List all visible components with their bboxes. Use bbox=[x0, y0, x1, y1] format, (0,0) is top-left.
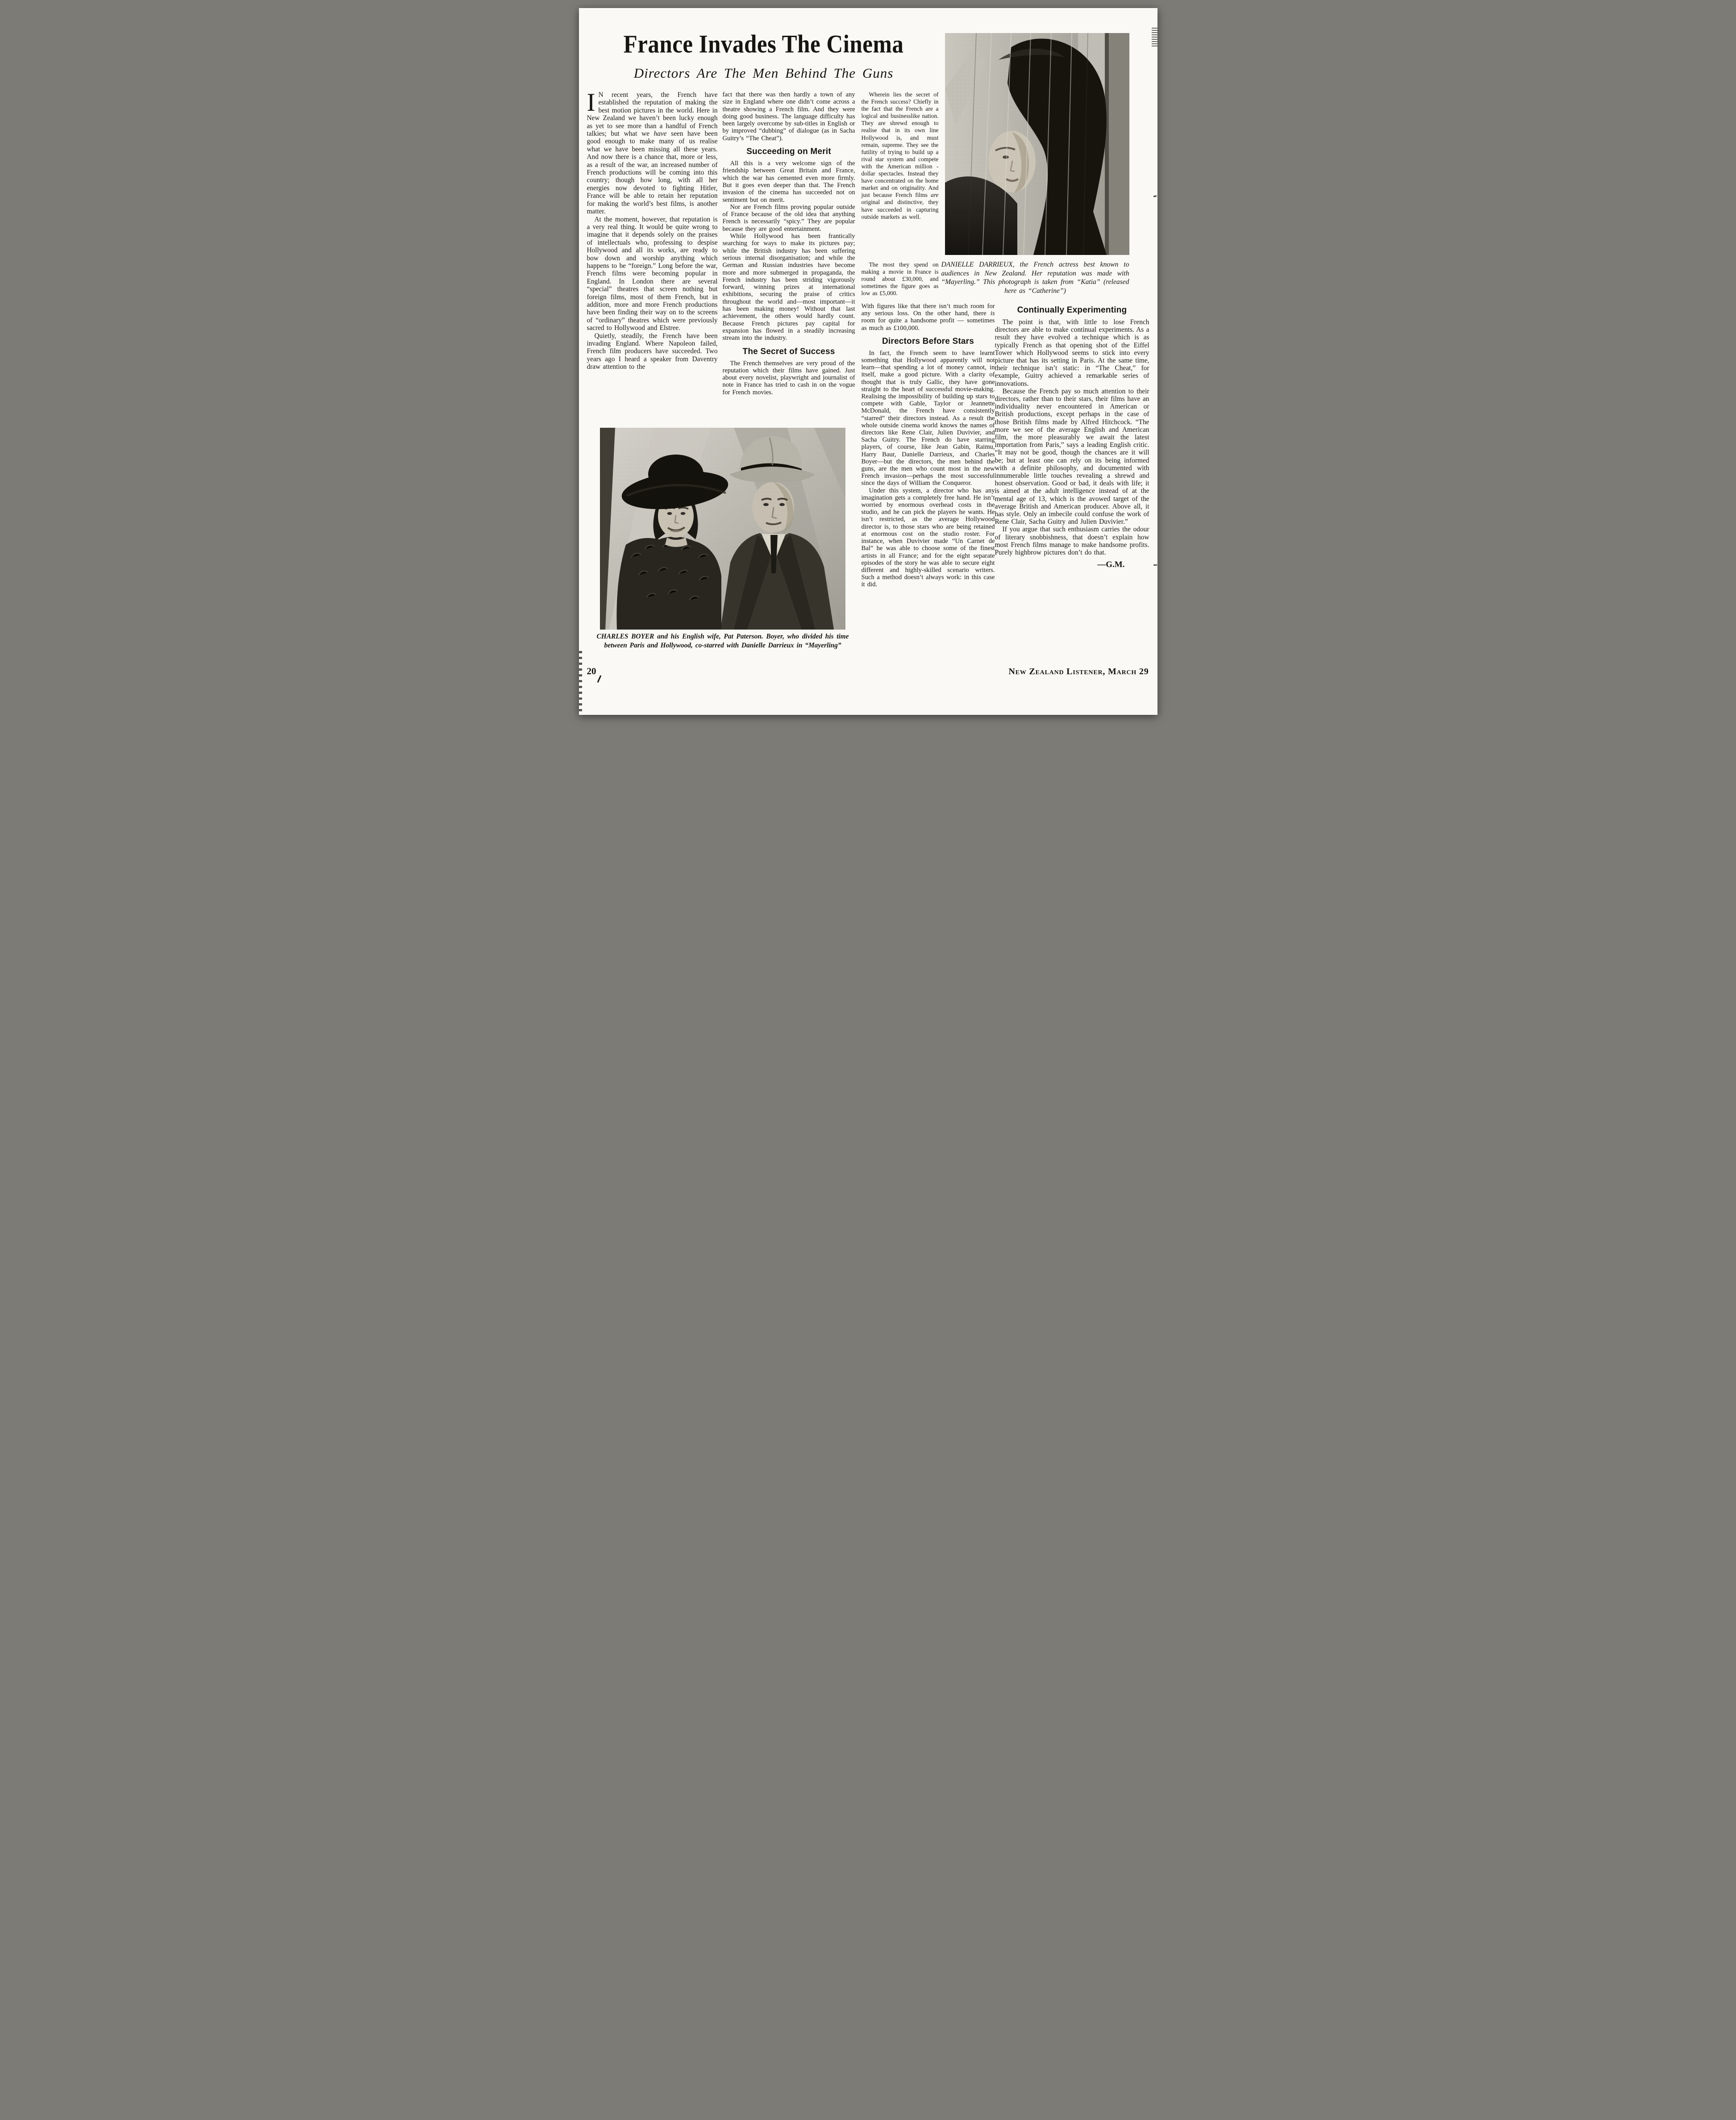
column-4 bbox=[995, 300, 1149, 569]
section-heading-directors-before-stars: Directors Before Stars bbox=[882, 336, 974, 346]
section-heading-continually-experimenting: Continually Experimenting bbox=[1017, 305, 1127, 315]
boyer-photo-illustration bbox=[600, 428, 845, 630]
danielle-photo-caption: DANIELLE DARRIEUX, the French actress best known to audiences in New Zealand. Her reputation was made with “Mayerling.” This photograph is taken from “Katia” (released here as “Catherine”) bbox=[941, 261, 1129, 295]
article-subtitle: Directors Are The Men Behind The Guns bbox=[633, 65, 894, 81]
column-1 bbox=[587, 88, 718, 371]
column-3-wide bbox=[862, 303, 995, 588]
danielle-photo-illustration bbox=[945, 33, 1129, 255]
section-heading-succeeding-on-merit: Succeeding on Merit bbox=[746, 147, 831, 157]
page-number: 20 bbox=[587, 666, 596, 676]
scan-artifact-right-mark bbox=[1153, 195, 1156, 197]
danielle-darrieux-photo bbox=[945, 33, 1129, 255]
publication-footer: New Zealand Listener, March 29 bbox=[1008, 667, 1149, 676]
article-paragraph: If you argue that such enthusiasm carries the odour of literary snobbishness, that doesn’t explain how most French films manage to make handsome profits. Purely highbrow pictures don’t do that. bbox=[995, 526, 1149, 557]
scan-artifact-right-scribble bbox=[1152, 28, 1157, 46]
column-2 bbox=[723, 91, 855, 396]
drop-cap: I bbox=[587, 88, 595, 117]
article-paragraph: The most they spend on making a movie in France is round about £30,000, and sometimes the figure goes as low as £5,000. bbox=[861, 261, 939, 297]
scan-artifact-pen-slash bbox=[597, 675, 601, 683]
column-3-narrow bbox=[862, 91, 939, 221]
article-paragraph: In fact, the French seem to have learnt something that Hollywood apparently will not learn—that spending a lot of money cannot, in itself, make a good picture. With a clarity of thought that is truly Gallic, they have gone straight to the heart of successful movie-making. Realising the impossibility of building up stars to compete with Gable, Taylor or Jeannette McDonald, the French have consistently “starred” their directors instead. As a result the whole outside cinema world knows the names of directors like Rene Clair, Julien Duvivier, and Sacha Guitry. The French do have starring players, of course, like Jean Gabin, Raimu, Harry Baur, Danielle Darrieux, and Charles Boyer—but the directors, the men behind the guns, are the men who count most in the new French invasion—perhaps the most successful since the days of William the Conqueror. bbox=[861, 349, 995, 487]
column-3-narrow-continued bbox=[862, 261, 939, 297]
article-paragraph: Wherein lies the secret of the French success? Chiefly in the fact that the French are a logical and businesslike nation. They are shrewd enough to realise that in its own line Hollywood is, and must remain, supreme. They see the futility of trying to build up a rival star system and compete with the American million - dollar spectacles. Instead they have concentrated on the home market and on originality. And just because French films are original and distinctive, they have succeeded in capturing outside markets as well. bbox=[861, 91, 939, 220]
author-initials: —G.M. bbox=[1097, 560, 1125, 570]
boyer-photo-caption: CHARLES BOYER and his English wife, Pat Paterson. Boyer, who divided his time between Paris and Hollywood, co-starred with Danielle Darrieux in “Mayerling” bbox=[596, 633, 849, 649]
charles-boyer-photo bbox=[600, 428, 845, 630]
article-paragraph: fact that there was then hardly a town of any size in England where one didn’t come across a theatre showing a French film. And they were doing good business. The language difficulty has been largely overcome by sub-titles in English or by improved “dubbing” of dialogue (as in Sacha Guitry’s “The Cheat”). bbox=[722, 91, 855, 142]
article-paragraph: Under this system, a director who has any imagination gets a completely free hand. He isn’t worried by enormous overhead costs in the studio, and he can pick the players he wants. He isn’t restricted, as the average Hollywood director is, to those stars who are being retained at enormous cost on the studio roster. For instance, when Duvivier made “Un Carnet de Bal” he was able to choose some of the finest artists in all France; and for the eight separate episodes of the story he was able to secure eight different and highly-skilled scenario writers. Such a method doesn’t always work: in this case it did. bbox=[861, 487, 995, 588]
article-header bbox=[587, 30, 941, 81]
scan-artifact-right-mark bbox=[1153, 564, 1157, 566]
article-paragraph: All this is a very welcome sign of the friendship between Great Britain and France, which the war has cemented even more firmly. But it goes even deeper than that. The French invasion of the cinema has succeeded not on sentiment but on merit. bbox=[722, 160, 855, 204]
magazine-page bbox=[579, 8, 1157, 715]
article-paragraph: With figures like that there isn’t much room for any serious loss. On the other hand, there is room for quite a handsome profit — sometimes as much as £100,000. bbox=[861, 303, 995, 332]
section-heading-secret-of-success: The Secret of Success bbox=[742, 346, 835, 356]
article-paragraph: While Hollywood has been frantically searching for ways to make its pictures pay; while the British industry has been suffering serious internal disorganisation; and while the German and Russian industries have become more and more submerged in propaganda, the French industry has been striding vigorously forward, winning prizes at international exhibitions, securing the praise of critics throughout the world and—most important—it has been making money! Without that last achievement, the others would hardly count. Because French pictures pay capital for expansion has flowed in a steadily increasing stream into the industry. bbox=[722, 233, 855, 342]
article-paragraph: Quietly, steadily, the French have been invading England. Where Napoleon failed, French film producers have succeeded. Two years ago I heard a speaker from Daventry draw attention to the bbox=[587, 332, 718, 371]
article-title: France Invades The Cinema bbox=[623, 30, 904, 58]
article-paragraph: At the moment, however, that reputation is a very real thing. It would be quite wrong to imagine that it depends solely on the praises of intellectuals who, professing to despise Hollywood and all its works, are ready to bow down and worship anything which happens to be “foreign.” Long before the war, French films were becoming popular in England. In London there are several “special” theatres that screen nothing but foreign films, most of them French, but in addition, more and more French productions have been finding their way on to the screens of “ordinary” theatres which were previously sacred to Hollywood and Elstree. bbox=[587, 215, 718, 332]
scan-artifact-left-edge bbox=[579, 651, 582, 715]
article-paragraph: The French themselves are very proud of the reputation which their films have gained. Just about every novelist, playwright and journalist of note in France has tried to cash in on the vogue for French movies. bbox=[722, 359, 855, 396]
article-paragraph: Nor are French films proving popular outside of France because of the old idea that anything French is necessarily “spicy.” They are popular because they are good entertainment. bbox=[722, 203, 855, 233]
article-paragraph: Because the French pay so much attention to their directors, rather than to their stars, their films have an individuality never encountered in American or British productions, except perhaps in the case of those British films made by Alfred Hitchcock. “The more we see of the average English and American film, the more pleasurably we await the latest importation from Paris,” says a leading English critic. “It may not be good, though the chances are it will be; but at least one can rely on its being informed with a definite philosophy, and documented with innumerable little touches revealing a shrewd and honest observation. Good or bad, it deals with life; it is aimed at the adult intelligence instead of at the mental age of 13, which is the avowed target of the average British and American producer. Above all, it has style. Only an imbecile could confuse the work of Rene Clair, Sacha Guitry and Julien Duvivier.” bbox=[995, 387, 1149, 526]
article-paragraph: The point is that, with little to lose French directors are able to make continual experiments. As a result they have evolved a technique which is as typically French as that opening shot of the Eiffel Tower which Hollywood seems to stick into every picture that has its setting in Paris. At the same time, their technique isn’t static: in “The Cheat,” for example, Guitry achieved a remarkable series of innovations. bbox=[995, 318, 1149, 388]
article-paragraph: I N recent years, the French have established the reputation of making the best motion pictures in the world. Here in New Zealand we haven’t been lucky enough as yet to see more than a handful of French talkies; but what we have seen have been good enough to make many of us realise what we have been missing all these years. And now there is a chance that, more or less, as a result of the war, an increased number of French productions will be coming into this country; though how long, with all her energies now devoted to fighting Hitler, France will be able to retain her reputation for making the world’s best films, is another matter. bbox=[587, 88, 718, 216]
